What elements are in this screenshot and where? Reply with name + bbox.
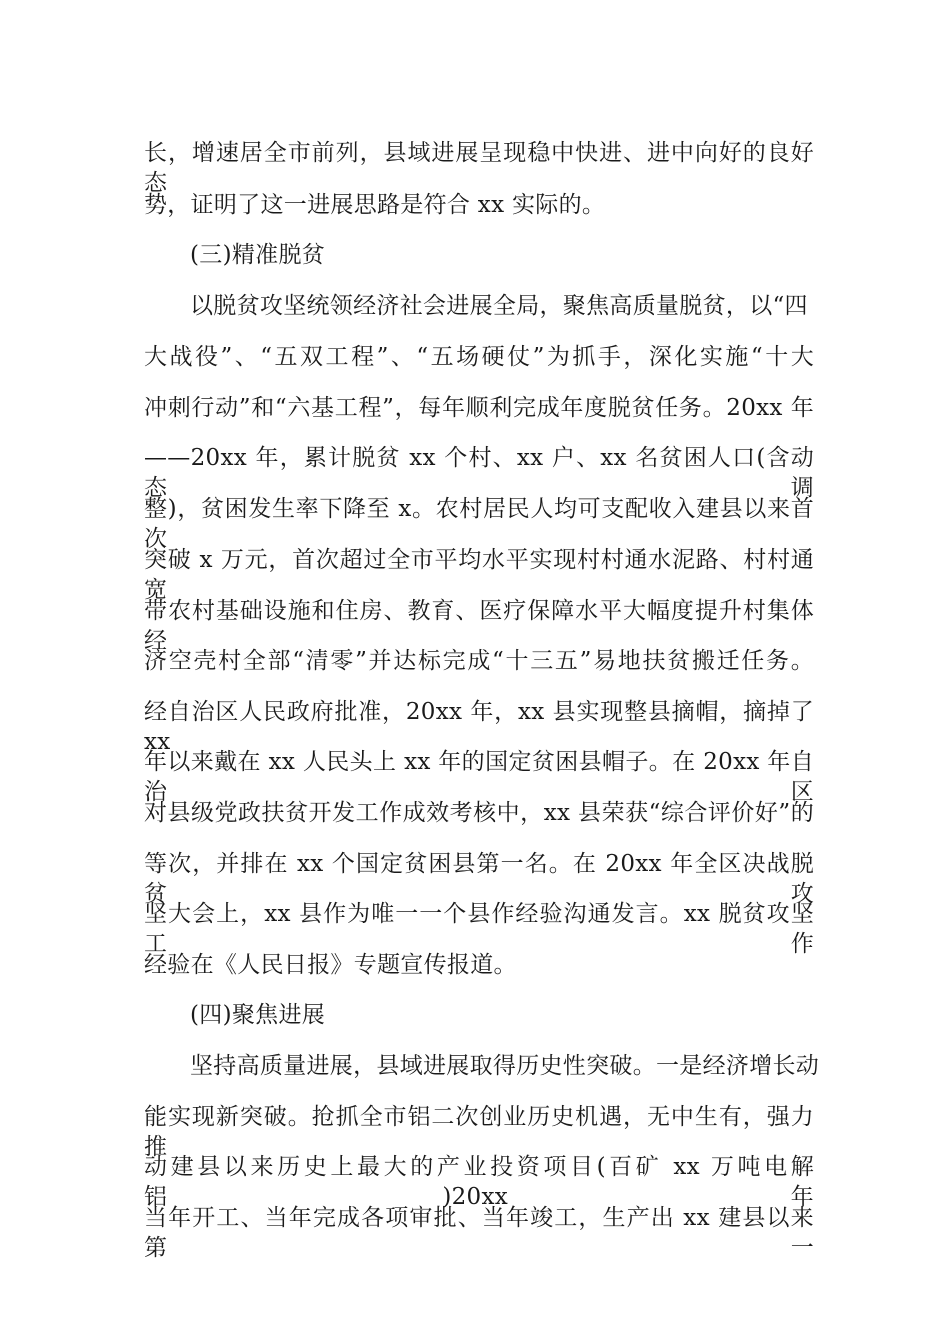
body-text-line: 动建县以来历史上最大的产业投资项目(百矿 xx 万吨电解铝)20xx 年 [144,1154,814,1210]
body-text-line: 大战役”、“五双工程”、“五场硬仗”为抓手，深化实施“十大 [144,344,814,370]
body-text-line: ——20xx 年，累计脱贫 xx 个村、xx 户、xx 名贫困人口(含动态调 [144,445,814,501]
body-text-line: 年以来戴在 xx 人民头上 xx 年的国定贫困县帽子。在 20xx 年自治区 [144,749,814,805]
body-text-line: 坚持高质量进展，县域进展取得历史性突破。一是经济增长动 [190,1053,820,1079]
body-text-line: 能实现新突破。抢抓全市铝二次创业历史机遇，无中生有，强力推 [144,1104,814,1160]
body-text-line: 坚大会上，xx 县作为唯一一个县作经验沟通发言。xx 脱贫攻坚工作 [144,901,814,957]
body-text-line: 以脱贫攻坚统领经济社会进展全局，聚焦高质量脱贫，以“四 [190,293,808,319]
body-text-line: 突破 x 万元，首次超过全市平均水平实现村村通水泥路、村村通宽 [144,547,814,603]
body-text-line: 经自治区人民政府批准，20xx 年，xx 县实现整县摘帽，摘掉了 xx [144,699,814,755]
body-text-line: 经验在《人民日报》专题宣传报道。 [144,952,517,978]
section-heading: (三)精准脱贫 [190,242,326,268]
body-text-line: 整)，贫困发生率下降至 x。农村居民人均可支配收入建县以来首次 [144,496,814,552]
body-text-line: 等次，并排在 xx 个国定贫困县第一名。在 20xx 年全区决战脱贫攻 [144,851,814,907]
body-text-line: 济空壳村全部“清零”并达标完成“十三五”易地扶贫搬迁任务。 [144,648,814,674]
body-text-line: 长，增速居全市前列，县域进展呈现稳中快进、进中向好的良好态 [144,140,814,196]
body-text-line: 当年开工、当年完成各项审批、当年竣工，生产出 xx 建县以来第一 [144,1205,814,1261]
body-text-line: 带农村基础设施和住房、教育、医疗保障水平大幅度提升村集体经 [144,598,814,654]
section-heading: (四)聚焦进展 [190,1002,326,1028]
body-text-line: 对县级党政扶贫开发工作成效考核中，xx 县荣获“综合评价好”的 [144,800,814,826]
body-text-line: 冲刺行动”和“六基工程”，每年顺利完成年度脱贫任务。20xx 年 [144,395,814,421]
body-text-line: 势，证明了这一进展思路是符合 xx 实际的。 [144,192,606,218]
